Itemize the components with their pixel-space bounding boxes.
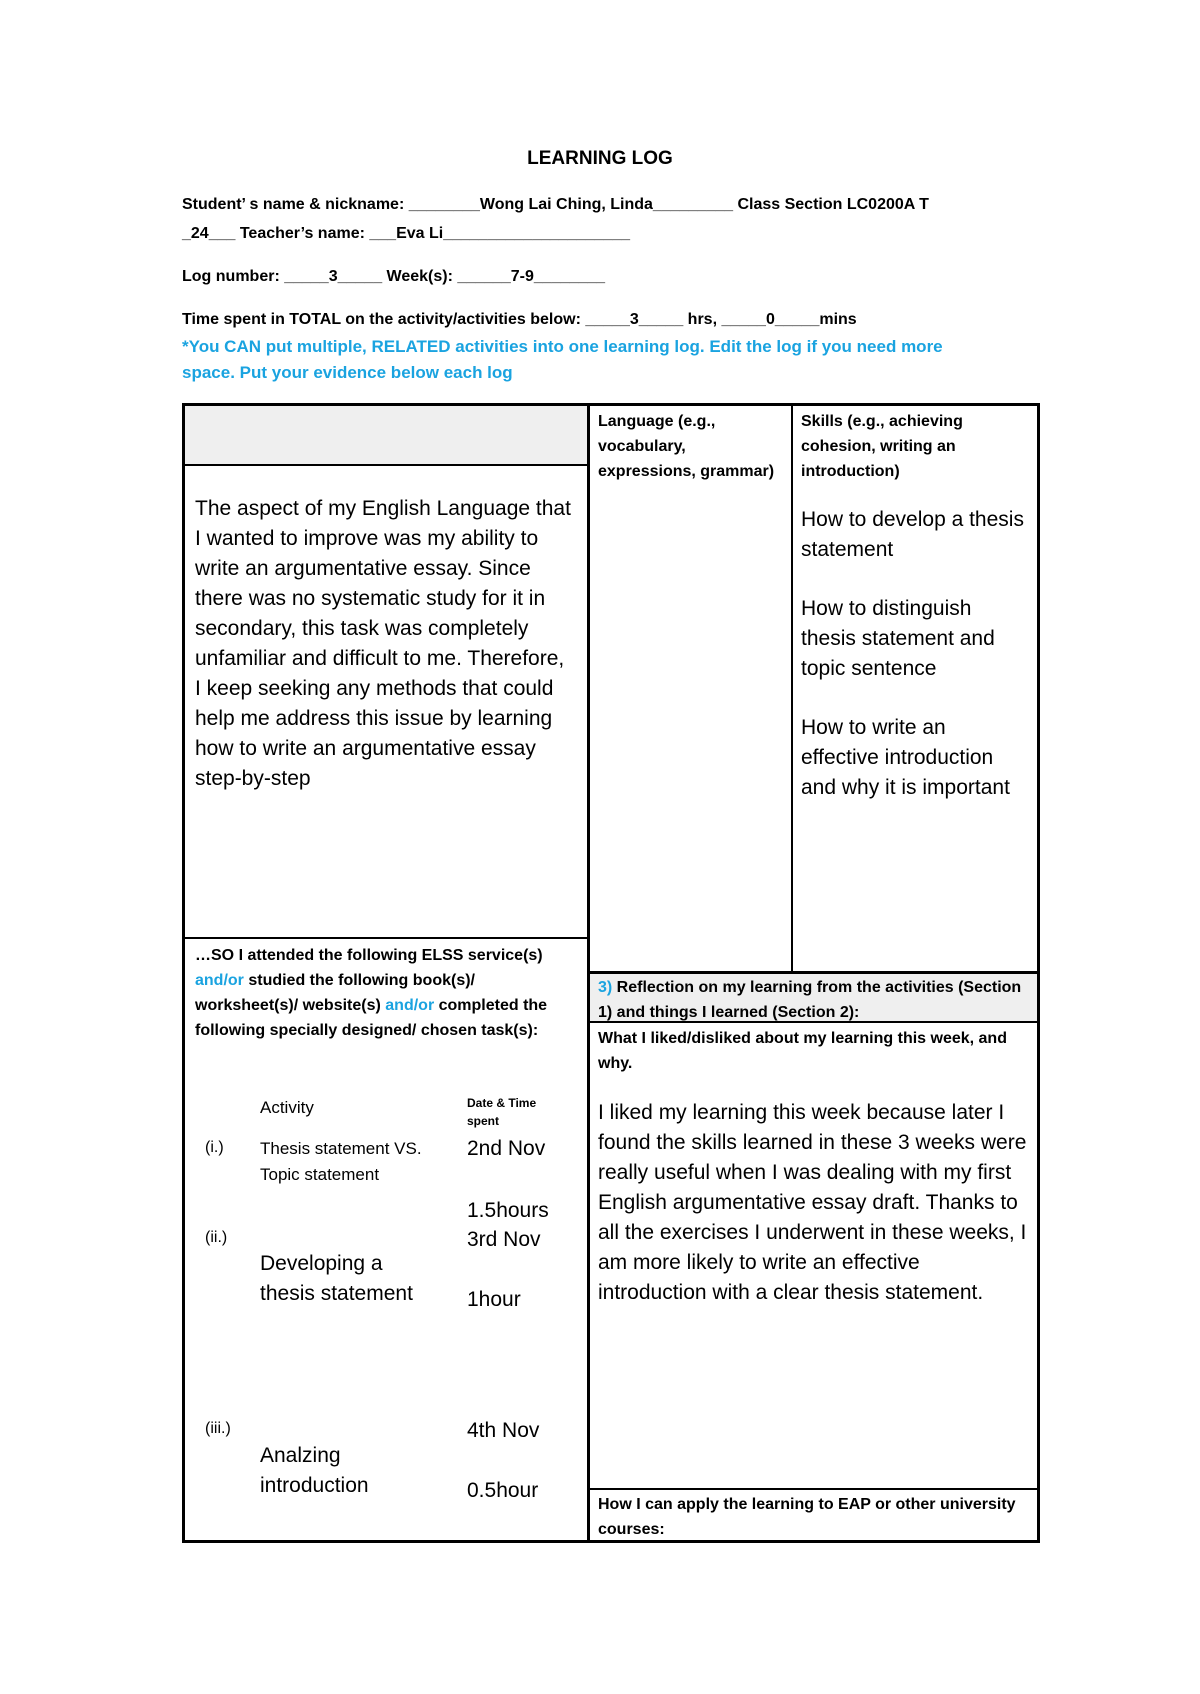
activity-time: 1hour	[467, 1288, 521, 1311]
activity-date: 4th Nov	[467, 1419, 540, 1442]
skill-item: How to develop a thesis statement	[801, 508, 1024, 561]
row-divider-left	[185, 937, 587, 939]
services-intro: …SO I attended the following ELSS service(s) and/or studied the following book(s)/ worksheet(s)/ website(s) and/or completed the following specially designed/ chosen task(s):	[195, 947, 548, 1039]
and-or-highlight: and/or	[385, 997, 435, 1014]
activity-number: (i.)	[205, 1139, 224, 1156]
activity-time: 0.5hour	[467, 1479, 539, 1502]
language-heading: Language (e.g., vocabulary, expressions, grammar)	[598, 413, 775, 480]
liked-prompt: What I liked/disliked about my learning this week, and why.	[598, 1030, 1007, 1072]
time-spent-line: Time spent in TOTAL on the activity/activities below: _____3_____ hrs, _____0_____mins	[182, 311, 857, 328]
page-title: LEARNING LOG	[527, 148, 673, 169]
activity-name: Analzing introduction	[260, 1444, 369, 1497]
activity-number: (iii.)	[205, 1420, 231, 1437]
aspect-text: The aspect of my English Language that I wanted to improve was my ability to write an argumentative essay. Since there was no systematic study for it in secondary, this task was completely unfamiliar and difficult to me. Therefore, I keep seeking any methods that could help me address this issue by learning how to write an argumentative essay step-by-step	[195, 497, 571, 790]
skill-item: How to distinguish thesis statement and topic sentence	[801, 597, 995, 680]
skill-item: How to write an effective introduction and why it is important	[801, 716, 1010, 799]
activity-name: Developing a thesis statement	[260, 1252, 413, 1305]
apply-prompt: How I can apply the learning to EAP or other university courses:	[598, 1496, 1016, 1538]
liked-answer: I liked my learning this week because later I found the skills learned in these 3 weeks were really useful when I was dealing with my first English argumentative essay draft. Thanks to all the exercises I underwent in these weeks, I am more likely to write an effective introduction with a clear thesis statement.	[598, 1101, 1027, 1304]
log-table	[182, 403, 1040, 1543]
activity-number: (ii.)	[205, 1229, 228, 1246]
activity-name: Thesis statement VS. Topic statement	[260, 1139, 422, 1184]
instruction-note: *You CAN put multiple, RELATED activities into one learning log. Edit the log if you need more space. Put your evidence below each log	[182, 337, 943, 382]
row-divider-shaded	[185, 464, 587, 466]
log-number-line: Log number: _____3_____ Week(s): ______7-9________	[182, 268, 606, 285]
row-divider-apply	[590, 1488, 1037, 1490]
reflection-heading: 3) Reflection on my learning from the activities (Section 1) and things I learned (Section 2):	[598, 979, 1022, 1021]
activity-date: 2nd Nov	[467, 1137, 546, 1160]
teacher-name-line: _24___ Teacher’s name: ___Eva Li_____________________	[182, 225, 631, 242]
vertical-divider-skills	[791, 406, 793, 973]
activity-column-header: Activity	[260, 1098, 314, 1117]
and-or-highlight: and/or	[195, 972, 244, 989]
student-name-line: Student’ s name & nickname: ________Wong Lai Ching, Linda_________ Class Section LC0200A T	[182, 196, 929, 213]
date-column-header: Date & Time spent	[467, 1096, 537, 1128]
activity-time: 1.5hours	[467, 1199, 549, 1222]
shaded-header-cell	[185, 406, 587, 464]
activity-date: 3rd Nov	[467, 1228, 541, 1251]
skills-heading: Skills (e.g., achieving cohesion, writing an introduction)	[801, 413, 963, 480]
